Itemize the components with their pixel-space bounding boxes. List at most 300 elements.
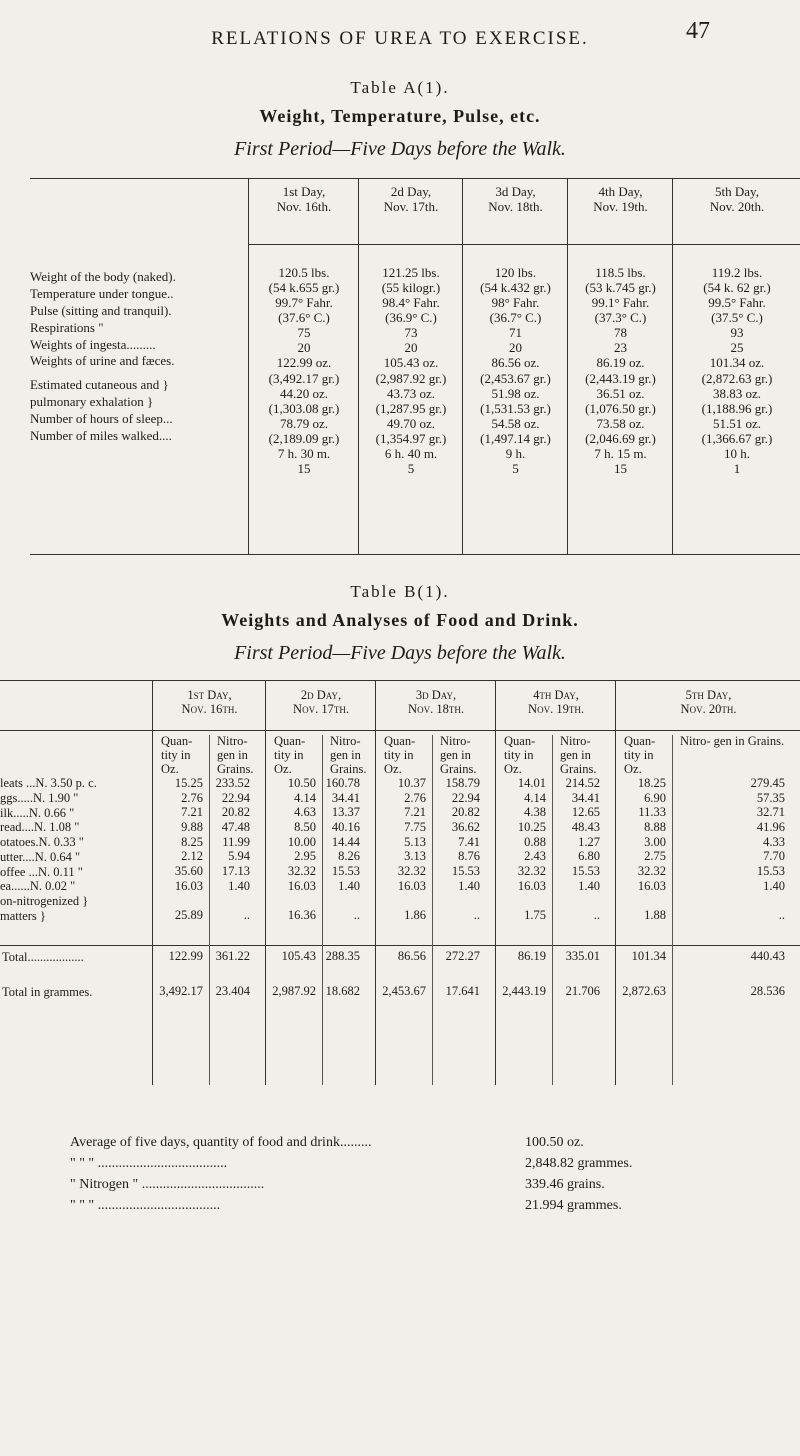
cell-value: (3,492.17 gr.) bbox=[268, 370, 340, 386]
average-value: 2,848.82 grammes. bbox=[525, 1156, 633, 1171]
food-label: ea......N. 0.02 " bbox=[0, 879, 76, 894]
nitrogen-cell bbox=[432, 894, 480, 909]
total-nitrogen: 288.35 bbox=[325, 949, 360, 963]
day-date: Nov. 19th. bbox=[528, 702, 584, 717]
quantity-header: Quan- tity in Oz. bbox=[504, 734, 536, 776]
nitrogen-cell: 15.53 bbox=[571, 864, 600, 879]
quantity-values bbox=[153, 776, 203, 923]
nitrogen-values bbox=[209, 776, 250, 923]
cell-value: (1,076.50 gr.) bbox=[585, 400, 656, 416]
quantity-cell: 15.25 bbox=[174, 776, 203, 790]
food-label: otatoes.N. 0.33 " bbox=[0, 835, 84, 849]
quantity-cell: 16.36 bbox=[287, 908, 316, 923]
day-header bbox=[568, 179, 673, 245]
day-header bbox=[153, 680, 266, 730]
day-number: 2d Day, bbox=[390, 184, 432, 199]
quantity-cell: 1.86 bbox=[404, 908, 426, 923]
cell-value: (2,443.19 gr.) bbox=[585, 370, 656, 386]
quantity-cell: 25.89 bbox=[174, 908, 203, 923]
day-date: Nov. 20th. bbox=[680, 702, 737, 717]
day-number: 5th Day, bbox=[685, 688, 732, 702]
quantity-values bbox=[496, 776, 546, 923]
cell-value: (54 k. 62 gr.) bbox=[703, 280, 771, 296]
cell-value: 99.7° Fahr. bbox=[275, 295, 333, 311]
nitrogen-column bbox=[322, 735, 366, 1085]
cell-value: 6 h. 40 m. bbox=[384, 445, 438, 461]
day-header bbox=[616, 680, 800, 730]
food-label: utter....N. 0.64 " bbox=[0, 849, 81, 864]
quantity-cell bbox=[153, 894, 203, 909]
cell-value: 20 bbox=[404, 340, 418, 356]
food-label: leats ...N. 3.50 p. c. bbox=[0, 776, 97, 790]
nitrogen-cell: 8.76 bbox=[458, 849, 480, 864]
nitrogen-cell: 233.52 bbox=[215, 776, 250, 790]
cell-value: 43.73 oz. bbox=[386, 385, 436, 401]
quantity-column bbox=[496, 735, 552, 1085]
nitrogen-cell bbox=[322, 894, 360, 909]
nitrogen-cell: 15.53 bbox=[756, 864, 785, 879]
cell-value: 1 bbox=[733, 461, 741, 477]
nitrogen-cell: 20.82 bbox=[451, 805, 480, 820]
quantity-cell: 11.33 bbox=[638, 805, 666, 820]
cell-value: 122.99 oz. bbox=[276, 355, 332, 371]
day-values bbox=[249, 245, 359, 476]
table-b-food-labels bbox=[0, 776, 150, 924]
nitrogen-values bbox=[432, 776, 480, 923]
nitrogen-totals bbox=[322, 950, 360, 1020]
quantity-cell: 10.25 bbox=[517, 820, 546, 835]
quantity-values bbox=[376, 776, 426, 923]
cell-value: 118.5 lbs. bbox=[595, 265, 646, 280]
nitrogen-cell bbox=[209, 894, 250, 909]
nitrogen-cell: 57.35 bbox=[756, 790, 785, 805]
nitrogen-column bbox=[209, 735, 256, 1085]
cell-value: (1,497.14 gr.) bbox=[480, 430, 551, 446]
nitrogen-cell: 20.82 bbox=[221, 805, 250, 820]
grammes-quantity: 2,443.19 bbox=[502, 984, 546, 998]
total-quantity: 86.56 bbox=[397, 949, 426, 963]
quantity-cell: 14.01 bbox=[517, 776, 546, 790]
cell-value: (53 k.745 gr.) bbox=[585, 280, 656, 296]
table-b-day-column bbox=[265, 680, 376, 1085]
cell-value: (1,188.96 gr.) bbox=[701, 400, 773, 416]
average-line bbox=[70, 1195, 770, 1216]
row-label: Weight of the body (naked). bbox=[30, 269, 176, 284]
nitrogen-cell: 15.53 bbox=[451, 864, 480, 879]
average-label: " " " ..................................... bbox=[70, 1156, 228, 1171]
quantity-cell: 2.76 bbox=[181, 790, 203, 805]
cell-value: 15 bbox=[297, 461, 311, 477]
table-b-day-column bbox=[152, 680, 266, 1085]
nitrogen-values bbox=[672, 776, 785, 923]
cell-value: 120 lbs. bbox=[494, 265, 537, 280]
day-date: Nov. 17th. bbox=[293, 702, 349, 717]
cell-value: (55 kilogr.) bbox=[381, 280, 441, 296]
cell-value: (2,453.67 gr.) bbox=[480, 370, 551, 386]
nitrogen-cell: 34.41 bbox=[571, 790, 600, 805]
quantity-cell: 1.75 bbox=[524, 908, 546, 923]
nitrogen-cell: .. bbox=[473, 908, 480, 923]
cell-value: (37.6° C.) bbox=[278, 310, 330, 326]
table-b-day-column bbox=[375, 680, 496, 1085]
day-header bbox=[673, 179, 800, 245]
quantity-cell: 6.90 bbox=[644, 790, 666, 805]
cell-value: 7 h. 30 m. bbox=[277, 445, 331, 461]
food-label: on-nitrogenized } bbox=[0, 894, 89, 908]
cell-value: 15 bbox=[614, 461, 627, 477]
day-header bbox=[463, 179, 568, 245]
table-b-day-column bbox=[615, 680, 800, 1085]
quantity-header: Quan- tity in Oz. bbox=[384, 734, 416, 776]
nitrogen-cell: 1.27 bbox=[578, 834, 600, 849]
cell-value: 23 bbox=[614, 340, 627, 356]
quantity-cell: 3.00 bbox=[644, 834, 666, 849]
total-quantity: 105.43 bbox=[281, 949, 316, 963]
nitrogen-cell: 13.37 bbox=[331, 805, 360, 820]
day-number: 5th Day, bbox=[715, 184, 759, 199]
quantity-cell: 5.13 bbox=[404, 834, 426, 849]
day-date: Nov. 18th. bbox=[488, 198, 543, 214]
table-b-day-column bbox=[495, 680, 616, 1085]
nitrogen-cell: 1.40 bbox=[458, 878, 480, 893]
food-label: matters } bbox=[0, 908, 46, 923]
cell-value: 99.5° Fahr. bbox=[708, 295, 766, 311]
cell-value: 86.19 oz. bbox=[596, 355, 645, 371]
quantity-cell: 7.21 bbox=[181, 805, 203, 820]
nitrogen-column bbox=[432, 735, 486, 1085]
nitrogen-cell: 5.94 bbox=[228, 849, 250, 864]
nitrogen-header: Nitro- gen in Grains. bbox=[440, 734, 477, 776]
row-label: Number of miles walked.... bbox=[30, 428, 172, 444]
nitrogen-column bbox=[672, 735, 791, 1085]
cell-value: 7 h. 15 m. bbox=[594, 445, 647, 461]
day-header bbox=[496, 680, 616, 730]
cell-value: 38.83 oz. bbox=[712, 385, 762, 401]
cell-value: 101.34 oz. bbox=[709, 355, 765, 371]
grammes-nitrogen: 28.536 bbox=[750, 984, 785, 998]
cell-value: (1,531.53 gr.) bbox=[480, 400, 551, 416]
table-a-day-column bbox=[462, 179, 568, 554]
cell-value: 75 bbox=[297, 325, 311, 341]
quantity-cell: 18.25 bbox=[637, 776, 666, 790]
quantity-cell: 10.00 bbox=[287, 834, 316, 849]
quantity-cell: 10.50 bbox=[287, 776, 316, 790]
nitrogen-cell: 1.40 bbox=[763, 878, 785, 893]
quantity-cell: 4.63 bbox=[294, 805, 316, 820]
quantity-totals bbox=[153, 950, 203, 1020]
quantity-cell: 8.88 bbox=[644, 820, 666, 835]
table-a-day-column bbox=[248, 179, 359, 554]
quantity-cell: 32.32 bbox=[397, 864, 426, 879]
cell-value: 78 bbox=[614, 325, 627, 341]
quantity-values bbox=[616, 776, 666, 923]
cell-value: 51.51 oz. bbox=[712, 415, 762, 431]
table-a bbox=[30, 178, 800, 555]
cell-value: (36.7° C.) bbox=[489, 310, 542, 326]
day-date: Nov. 18th. bbox=[408, 702, 464, 717]
day-number: 2d Day, bbox=[300, 688, 342, 702]
food-label: ilk.....N. 0.66 " bbox=[0, 805, 75, 820]
quantity-cell: 3.13 bbox=[404, 849, 426, 864]
row-label: Weights of ingesta......... bbox=[30, 336, 156, 352]
total-label: Total.................. bbox=[2, 950, 84, 964]
quantity-cell: 2.12 bbox=[181, 849, 203, 864]
nitrogen-cell: 6.80 bbox=[578, 849, 600, 864]
quantity-cell: 16.03 bbox=[174, 878, 203, 893]
table-b-subtitle: Weights and Analyses of Food and Drink. bbox=[221, 610, 579, 630]
cell-value: 5 bbox=[407, 461, 415, 477]
quantity-cell: 7.21 bbox=[404, 805, 426, 820]
cell-value: 44.20 oz. bbox=[279, 385, 329, 401]
cell-value: 51.98 oz. bbox=[491, 385, 540, 401]
quantity-cell: 2.95 bbox=[294, 849, 316, 864]
food-label: offee ...N. 0.11 " bbox=[0, 864, 83, 879]
cell-value: 78.79 oz. bbox=[279, 415, 329, 431]
nitrogen-cell: 1.40 bbox=[228, 878, 250, 893]
row-label: Estimated cutaneous and } bbox=[30, 377, 169, 393]
nitrogen-cell: 36.62 bbox=[451, 820, 480, 835]
nitrogen-cell: 214.52 bbox=[565, 776, 600, 790]
nitrogen-totals bbox=[672, 950, 785, 1020]
cell-value: (2,872.63 gr.) bbox=[701, 370, 773, 386]
nitrogen-cell bbox=[672, 894, 785, 909]
nitrogen-header: Nitro- gen in Grains. bbox=[217, 734, 254, 776]
nitrogen-values bbox=[552, 776, 600, 923]
nitrogen-cell: 160.78 bbox=[325, 776, 360, 790]
grammes-quantity: 2,872.63 bbox=[622, 984, 666, 998]
quantity-cell: 4.38 bbox=[524, 805, 546, 820]
quantity-cell: 2.76 bbox=[404, 790, 426, 805]
nitrogen-cell: 12.65 bbox=[571, 805, 600, 820]
quantity-cell: 2.75 bbox=[644, 849, 666, 864]
nitrogen-cell: 17.13 bbox=[221, 864, 250, 879]
day-header bbox=[376, 680, 496, 730]
cell-value: 105.43 oz. bbox=[383, 355, 439, 371]
table-b-title: Table B(1). bbox=[350, 582, 450, 601]
running-head: RELATIONS OF UREA TO EXERCISE. bbox=[211, 28, 589, 49]
average-label: " " " ................................... bbox=[70, 1198, 221, 1213]
quantity-header: Quan- tity in Oz. bbox=[161, 734, 193, 776]
day-number: 3d Day, bbox=[495, 184, 536, 199]
nitrogen-values bbox=[322, 776, 360, 923]
day-number: 4th Day, bbox=[598, 184, 643, 199]
quantity-column bbox=[266, 735, 322, 1085]
quantity-header: Quan- tity in Oz. bbox=[274, 734, 306, 776]
quantity-cell bbox=[496, 894, 546, 909]
food-label: ggs.....N. 1.90 " bbox=[0, 790, 79, 805]
quantity-cell: 4.14 bbox=[294, 790, 316, 805]
average-line bbox=[70, 1153, 770, 1174]
quantity-cell: 32.32 bbox=[517, 864, 546, 879]
quantity-cell: 16.03 bbox=[397, 878, 426, 893]
quantity-column bbox=[616, 735, 672, 1085]
table-a-day-column bbox=[672, 179, 800, 554]
quantity-cell: 35.60 bbox=[174, 864, 203, 879]
quantity-cell: 9.88 bbox=[181, 820, 203, 835]
cell-value: 121.25 lbs. bbox=[382, 265, 440, 280]
day-values bbox=[359, 245, 463, 476]
day-header bbox=[266, 680, 376, 730]
quantity-totals bbox=[496, 950, 546, 1020]
cell-value: (54 k.655 gr.) bbox=[268, 280, 340, 296]
cell-value: 86.56 oz. bbox=[491, 355, 540, 371]
nitrogen-cell: 279.45 bbox=[750, 776, 785, 790]
nitrogen-totals bbox=[552, 950, 600, 1020]
row-label: Weights of urine and fæces. bbox=[30, 353, 175, 369]
day-number: 1st Day, bbox=[282, 184, 326, 199]
cell-value: (1,287.95 gr.) bbox=[375, 400, 447, 416]
quantity-cell bbox=[266, 894, 316, 909]
nitrogen-cell: 1.40 bbox=[338, 878, 360, 893]
quantity-cell: 16.03 bbox=[637, 878, 666, 893]
cell-value: (37.3° C.) bbox=[594, 310, 647, 326]
day-values bbox=[463, 245, 568, 476]
table-a-day-column bbox=[358, 179, 463, 554]
total-quantity: 86.19 bbox=[517, 949, 546, 963]
table-a-subtitle: Weight, Temperature, Pulse, etc. bbox=[259, 106, 541, 126]
nitrogen-cell: 4.33 bbox=[763, 834, 785, 849]
table-a-day-column bbox=[567, 179, 673, 554]
nitrogen-header: Nitro- gen in Grains. bbox=[680, 734, 785, 748]
cell-value: 54.58 oz. bbox=[491, 415, 540, 431]
quantity-cell: 0.88 bbox=[524, 834, 546, 849]
quantity-cell: 4.14 bbox=[524, 790, 546, 805]
nitrogen-cell: 15.53 bbox=[331, 864, 360, 879]
nitrogen-cell: 40.16 bbox=[331, 820, 360, 835]
nitrogen-cell: .. bbox=[778, 908, 785, 923]
cell-value: (2,987.92 gr.) bbox=[375, 370, 447, 386]
day-number: 4th Day, bbox=[533, 688, 579, 702]
quantity-cell bbox=[376, 894, 426, 909]
cell-value: 25 bbox=[730, 340, 744, 356]
quantity-cell: 10.37 bbox=[397, 776, 426, 790]
nitrogen-cell: 1.40 bbox=[578, 878, 600, 893]
row-label: pulmonary exhalation } bbox=[30, 394, 154, 410]
quantity-column bbox=[376, 735, 432, 1085]
nitrogen-cell: 22.94 bbox=[451, 790, 480, 805]
cell-value: 99.1° Fahr. bbox=[591, 295, 650, 311]
cell-value: 71 bbox=[509, 325, 522, 341]
nitrogen-header: Nitro- gen in Grains. bbox=[330, 734, 367, 776]
cell-value: 49.70 oz. bbox=[386, 415, 436, 431]
cell-value: 20 bbox=[509, 340, 522, 356]
quantity-totals bbox=[616, 950, 666, 1020]
total-nitrogen: 335.01 bbox=[565, 949, 600, 963]
average-line bbox=[70, 1132, 770, 1153]
nitrogen-cell: 34.41 bbox=[331, 790, 360, 805]
row-label: Respirations " bbox=[30, 319, 104, 335]
nitrogen-cell: 158.79 bbox=[445, 776, 480, 790]
day-number: 3d Day, bbox=[415, 688, 457, 702]
table-b bbox=[0, 680, 800, 1085]
nitrogen-header: Nitro- gen in Grains. bbox=[560, 734, 597, 776]
grammes-nitrogen: 21.706 bbox=[565, 984, 600, 998]
nitrogen-cell: 7.70 bbox=[763, 849, 785, 864]
quantity-cell: 8.25 bbox=[181, 834, 203, 849]
quantity-cell: 7.75 bbox=[404, 820, 426, 835]
cell-value: 9 h. bbox=[505, 445, 526, 461]
nitrogen-cell: .. bbox=[243, 908, 250, 923]
grammes-quantity: 2,987.92 bbox=[272, 984, 316, 998]
total-nitrogen: 361.22 bbox=[215, 949, 250, 963]
cell-value: (2,189.09 gr.) bbox=[268, 430, 340, 446]
nitrogen-totals bbox=[209, 950, 250, 1020]
cell-value: 36.51 oz. bbox=[596, 385, 645, 401]
cell-value: 119.2 lbs. bbox=[711, 265, 763, 280]
row-label: Pulse (sitting and tranquil). bbox=[30, 302, 172, 318]
nitrogen-cell: .. bbox=[593, 908, 600, 923]
total-quantity: 101.34 bbox=[631, 949, 666, 963]
page-number: 47 bbox=[686, 18, 710, 44]
nitrogen-cell: 7.41 bbox=[458, 834, 480, 849]
nitrogen-cell: 32.71 bbox=[756, 805, 785, 820]
table-b-period: First Period—Five Days before the Walk. bbox=[234, 642, 566, 664]
cell-value: (36.9° C.) bbox=[385, 310, 437, 326]
grammes-nitrogen: 18.682 bbox=[325, 984, 360, 998]
day-header bbox=[249, 179, 359, 245]
table-a-title: Table A(1). bbox=[350, 78, 450, 97]
day-date: Nov. 20th. bbox=[709, 198, 765, 214]
cell-value: 73 bbox=[404, 325, 418, 341]
cell-value: 120.5 lbs. bbox=[278, 265, 330, 280]
nitrogen-cell: 22.94 bbox=[221, 790, 250, 805]
nitrogen-cell: 41.96 bbox=[756, 820, 785, 835]
row-label: Temperature under tongue.. bbox=[30, 285, 174, 301]
food-label: read....N. 1.08 " bbox=[0, 820, 80, 835]
total-quantity: 122.99 bbox=[168, 949, 203, 963]
cell-value: 5 bbox=[512, 461, 519, 477]
nitrogen-cell: 48.43 bbox=[571, 820, 600, 835]
grammes-nitrogen: 17.641 bbox=[445, 984, 480, 998]
quantity-column bbox=[153, 735, 209, 1085]
cell-value: 73.58 oz. bbox=[596, 415, 645, 431]
averages bbox=[70, 1132, 770, 1216]
cell-value: (2,046.69 gr.) bbox=[585, 430, 656, 446]
quantity-cell: 1.88 bbox=[644, 908, 666, 923]
quantity-cell: 32.32 bbox=[637, 864, 666, 879]
quantity-cell: 32.32 bbox=[287, 864, 316, 879]
grammes-quantity: 3,492.17 bbox=[159, 984, 203, 998]
cell-value: 10 h. bbox=[724, 445, 750, 461]
cell-value: (1,354.97 gr.) bbox=[375, 430, 447, 446]
table-a-period: First Period—Five Days before the Walk. bbox=[234, 138, 566, 160]
nitrogen-cell: 14.44 bbox=[331, 834, 360, 849]
quantity-cell: 2.43 bbox=[524, 849, 546, 864]
day-date: Nov. 16th. bbox=[276, 198, 332, 214]
quantity-cell bbox=[616, 894, 666, 909]
cell-value: 98.4° Fahr. bbox=[382, 295, 440, 311]
nitrogen-totals bbox=[432, 950, 480, 1020]
day-date: Nov. 17th. bbox=[383, 198, 439, 214]
day-values bbox=[673, 245, 800, 476]
day-header bbox=[359, 179, 463, 245]
average-line bbox=[70, 1174, 770, 1195]
quantity-values bbox=[266, 776, 316, 923]
cell-value: (1,366.67 gr.) bbox=[701, 430, 773, 446]
quantity-totals bbox=[376, 950, 426, 1020]
table-a-row-labels bbox=[30, 269, 270, 445]
cell-value: 93 bbox=[730, 325, 744, 341]
total-nitrogen: 272.27 bbox=[445, 949, 480, 963]
cell-value: 20 bbox=[297, 340, 311, 356]
average-label: " Nitrogen " ................................... bbox=[70, 1177, 265, 1192]
average-value: 100.50 oz. bbox=[525, 1135, 584, 1150]
nitrogen-column bbox=[552, 735, 606, 1085]
total-nitrogen: 440.43 bbox=[750, 949, 785, 963]
row-label: Number of hours of sleep... bbox=[30, 411, 173, 427]
nitrogen-cell: 47.48 bbox=[221, 820, 250, 835]
day-date: Nov. 16th. bbox=[181, 702, 238, 717]
